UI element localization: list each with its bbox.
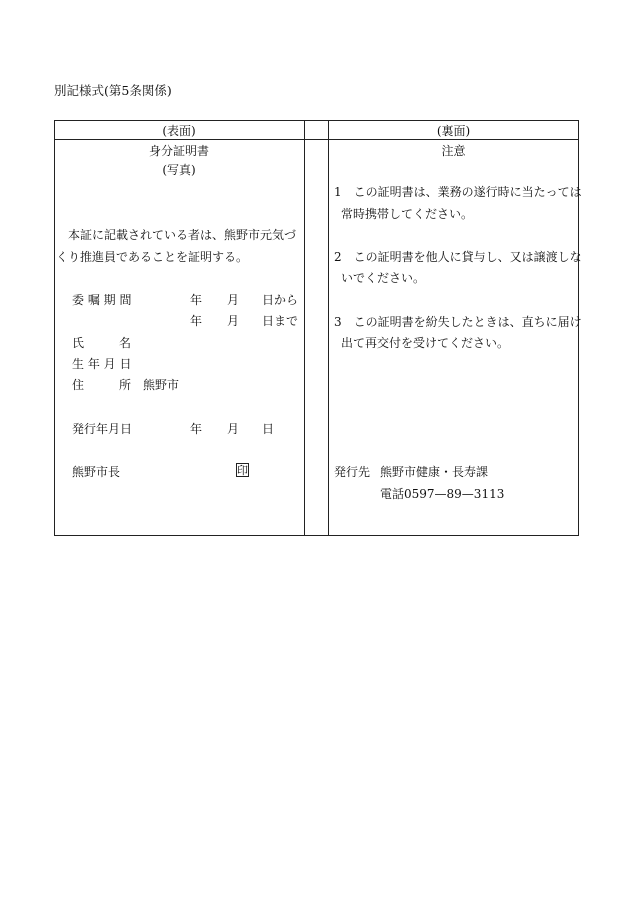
name-label-second: 名 — [119, 336, 132, 350]
address-label-first: 住 — [72, 378, 85, 392]
issue-year: 年 — [190, 422, 203, 436]
note-2-line-1: 2 この証明書を他人に貸与し、又は譲渡しな — [334, 250, 582, 264]
term-end-month: 月 — [227, 314, 240, 328]
note-3-line-2: 出て再交付を受けてください。 — [341, 336, 510, 350]
address-value: 熊野市 — [143, 378, 180, 392]
front-title: 身分証明書 — [148, 144, 209, 158]
note-2-line-2: いでください。 — [341, 271, 426, 285]
address-label-second: 所 — [119, 378, 132, 392]
term-start-month: 月 — [227, 293, 240, 307]
back-header: (裏面) — [436, 124, 471, 138]
note-3-line-1: 3 この証明書を紛失したときは、直ちに届け — [334, 315, 582, 329]
issue-date-label: 発行年月日 — [72, 422, 133, 436]
issue-day: 日 — [262, 422, 275, 436]
term-start-day: 日から — [262, 293, 299, 307]
term-label: 委 嘱 期 間 — [72, 293, 132, 307]
issuer-phone: 電話0597—89—3113 — [380, 487, 505, 501]
term-end-year: 年 — [190, 314, 203, 328]
seal-mark: 印 — [237, 464, 248, 477]
note-1-line-2: 常時携帯してください。 — [341, 207, 474, 221]
issuer-value: 熊野市健康・長寿課 — [380, 465, 489, 479]
issue-month: 月 — [227, 422, 240, 436]
back-title: 注意 — [441, 144, 466, 158]
note-1-line-1: 1 この証明書は、業務の遂行時に当たっては — [334, 185, 582, 199]
term-end-day: 日まで — [262, 314, 299, 328]
photo-label: (写真) — [162, 163, 196, 177]
name-label-first: 氏 — [72, 336, 85, 350]
term-start-year: 年 — [190, 293, 203, 307]
mayor-label: 熊野市長 — [72, 465, 121, 479]
issuer-label: 発行先 — [334, 465, 371, 479]
certification-line-1: 本証に記載されている者は、熊野市元気づ — [68, 228, 297, 242]
column-divider-left — [304, 120, 305, 536]
header-divider — [54, 139, 579, 140]
front-header: (表面) — [162, 124, 196, 138]
column-divider-right — [328, 120, 329, 536]
document-title: 別記様式(第5条関係) — [54, 83, 172, 98]
certification-line-2: くり推進員であることを証明する。 — [56, 250, 249, 264]
birth-date-label: 生 年 月 日 — [72, 357, 132, 371]
